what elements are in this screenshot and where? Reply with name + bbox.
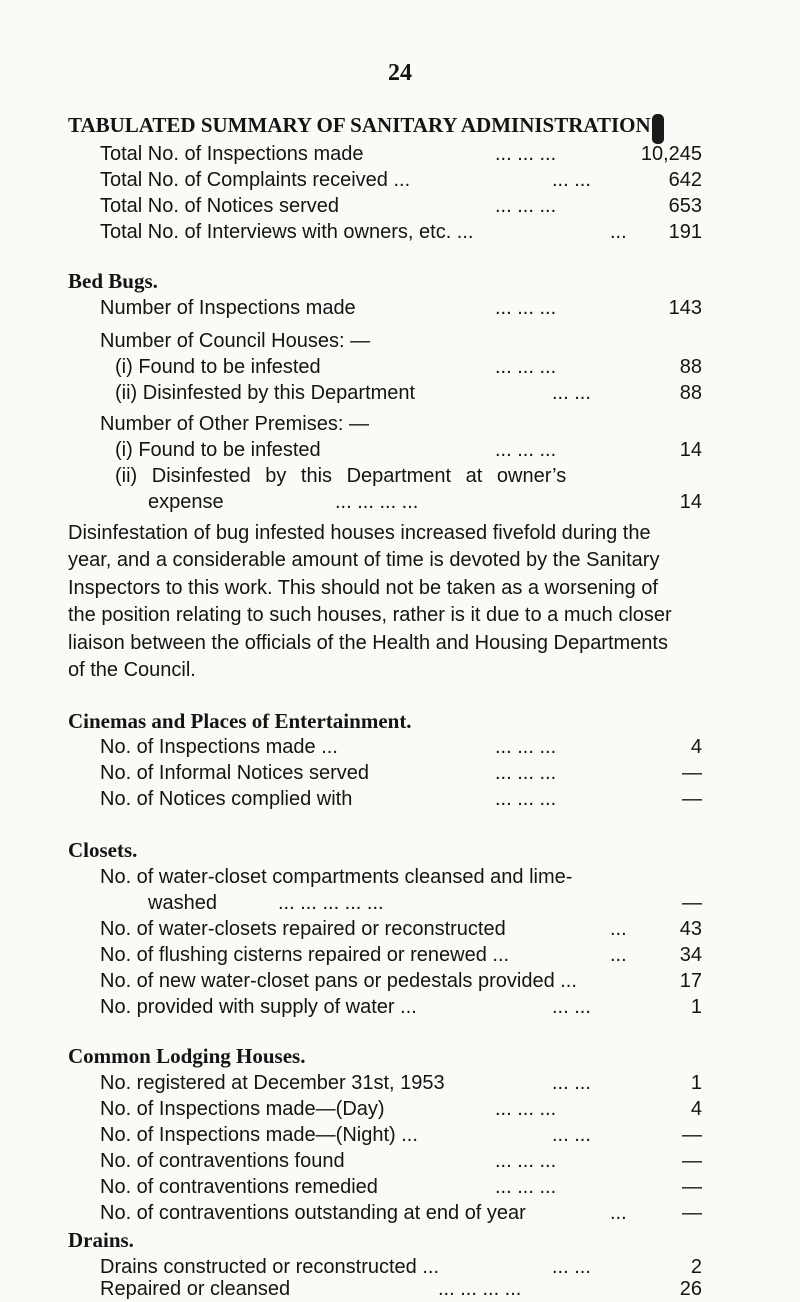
row-value: 88 bbox=[679, 382, 702, 404]
row-label: No. registered at December 31st, 1953 bbox=[100, 1072, 445, 1094]
section-heading-drains: Drains. bbox=[68, 1228, 134, 1252]
section-heading-bed-bugs: Bed Bugs. bbox=[68, 269, 158, 293]
leader-dots: ... ... ... ... bbox=[335, 491, 419, 513]
row-value: 10,245 bbox=[640, 143, 702, 165]
row-value: 14 bbox=[679, 439, 702, 461]
row-value: 1 bbox=[690, 996, 702, 1018]
row-value: 14 bbox=[679, 491, 702, 513]
bed-bugs-row-continuation bbox=[100, 491, 702, 521]
section-heading-cinemas: Cinemas and Places of Entertainment. bbox=[68, 709, 412, 733]
row-value: — bbox=[682, 1176, 702, 1198]
row-value: — bbox=[682, 1150, 702, 1172]
row-label: No. of flushing cisterns repaired or renewed ... bbox=[100, 944, 510, 966]
leader-dots: ... ... ... bbox=[495, 195, 557, 217]
row-value: 1 bbox=[690, 1072, 702, 1094]
leader-dots: ... ... bbox=[552, 996, 591, 1018]
bed-bugs-row bbox=[100, 297, 702, 327]
section-heading-lodging: Common Lodging Houses. bbox=[68, 1044, 306, 1068]
paragraph-line: liaison between the officials of the Health and Housing Departments bbox=[68, 631, 668, 654]
row-label: No. of new water-closet pans or pedestals provided ... bbox=[100, 970, 577, 992]
leader-dots: ... ... bbox=[552, 382, 591, 404]
row-label: No. of Inspections made ... bbox=[100, 736, 338, 758]
leader-dots: ... ... ... bbox=[495, 736, 557, 758]
row-label: Number of Council Houses: — bbox=[100, 330, 371, 352]
leader-dots: ... ... ... bbox=[495, 762, 557, 784]
row-label: No. of contraventions found bbox=[100, 1150, 345, 1172]
row-label-continuation: expense bbox=[148, 491, 224, 513]
row-value: 143 bbox=[668, 297, 702, 319]
leader-dots: ... ... ... bbox=[495, 788, 557, 810]
leader-dots: ... ... ... bbox=[495, 1176, 557, 1198]
leader-dots: ... ... ... ... bbox=[438, 1278, 522, 1300]
row-label: No. of contraventions outstanding at end of year bbox=[100, 1202, 526, 1224]
leader-dots: ... ... bbox=[552, 1256, 591, 1278]
row-label: Drains constructed or reconstructed ... bbox=[100, 1256, 440, 1278]
row-value: 88 bbox=[679, 356, 702, 378]
leader-dots: ... ... ... bbox=[495, 356, 557, 378]
page-title: TABULATED SUMMARY OF SANITARY ADMINISTRATION bbox=[68, 113, 651, 137]
row-label: No. of water-closet compartments cleansed and lime- bbox=[100, 866, 573, 888]
row-value: — bbox=[682, 788, 702, 810]
row-value: — bbox=[682, 1202, 702, 1224]
leader-dots: ... bbox=[610, 1202, 627, 1224]
row-value: 17 bbox=[679, 970, 702, 992]
row-value: — bbox=[682, 762, 702, 784]
row-label: Total No. of Complaints received ... bbox=[100, 169, 411, 191]
row-value: 2 bbox=[690, 1256, 702, 1278]
ink-smudge bbox=[652, 114, 664, 144]
row-label: No. of Inspections made—(Day) bbox=[100, 1098, 385, 1120]
row-label: No. of Informal Notices served bbox=[100, 762, 369, 784]
row-label: No. of Notices complied with bbox=[100, 788, 353, 810]
leader-dots: ... ... bbox=[552, 1072, 591, 1094]
row-label: No. of Inspections made—(Night) ... bbox=[100, 1124, 418, 1146]
row-label: Total No. of Inspections made bbox=[100, 143, 364, 165]
row-value: 191 bbox=[668, 221, 702, 243]
row-label: Number of Other Premises: — bbox=[100, 413, 369, 435]
paragraph-line: year, and a considerable amount of time is devoted by the Sanitary bbox=[68, 549, 660, 572]
row-value: 4 bbox=[690, 736, 702, 758]
leader-dots: ... bbox=[610, 944, 627, 966]
row-value: 26 bbox=[679, 1278, 702, 1300]
row-value: 642 bbox=[668, 169, 702, 191]
row-value: 4 bbox=[690, 1098, 702, 1120]
row-label: Repaired or cleansed bbox=[100, 1278, 291, 1300]
row-label: (i) Found to be infested bbox=[115, 356, 321, 378]
paragraph-line: Inspectors to this work. This should not be taken as a worsening of bbox=[68, 576, 658, 599]
row-label: No. provided with supply of water ... bbox=[100, 996, 417, 1018]
leader-dots: ... ... ... bbox=[495, 143, 557, 165]
leader-dots: ... ... ... bbox=[495, 1098, 557, 1120]
leader-dots: ... ... ... ... ... bbox=[278, 892, 384, 914]
leader-dots: ... bbox=[610, 221, 627, 243]
paragraph-line: Disinfestation of bug infested houses increased fivefold during the bbox=[68, 522, 651, 544]
row-label: Total No. of Notices served bbox=[100, 195, 339, 217]
row-label: (i) Found to be infested bbox=[115, 439, 321, 461]
bed-bugs-row bbox=[100, 382, 702, 412]
section-heading-closets: Closets. bbox=[68, 838, 138, 862]
row-label: (ii) Disinfested by this Department bbox=[115, 382, 416, 404]
row-label: No. of water-closets repaired or reconstructed bbox=[100, 918, 506, 940]
row-value: — bbox=[682, 1124, 702, 1146]
closets-row bbox=[100, 996, 702, 1026]
row-value: — bbox=[682, 892, 702, 914]
row-value: 653 bbox=[668, 195, 702, 217]
row-label: Total No. of Interviews with owners, etc. ... bbox=[100, 221, 474, 243]
row-label: No. of contraventions remedied bbox=[100, 1176, 378, 1198]
bed-bugs-paragraph bbox=[68, 520, 702, 684]
leader-dots: ... ... bbox=[552, 1124, 591, 1146]
paragraph-line: the position relating to such houses, rather is it due to a much closer bbox=[68, 604, 672, 627]
summary-row bbox=[100, 221, 702, 251]
row-value: 43 bbox=[679, 918, 702, 940]
leader-dots: ... ... ... bbox=[495, 297, 557, 319]
cinemas-row bbox=[100, 788, 702, 818]
paragraph-line: of the Council. bbox=[68, 659, 196, 682]
row-label: Number of Inspections made bbox=[100, 297, 356, 319]
drains-row bbox=[100, 1278, 702, 1302]
leader-dots: ... ... ... bbox=[495, 439, 557, 461]
leader-dots: ... ... bbox=[552, 169, 591, 191]
leader-dots: ... bbox=[610, 918, 627, 940]
leader-dots: ... ... ... bbox=[495, 1150, 557, 1172]
row-label-continuation: washed bbox=[148, 892, 217, 914]
page-number: 24 bbox=[388, 60, 412, 86]
row-value: 34 bbox=[679, 944, 702, 966]
lodging-row bbox=[100, 1202, 702, 1232]
row-label: (ii) Disinfested by this Department at owner’s bbox=[115, 465, 567, 487]
